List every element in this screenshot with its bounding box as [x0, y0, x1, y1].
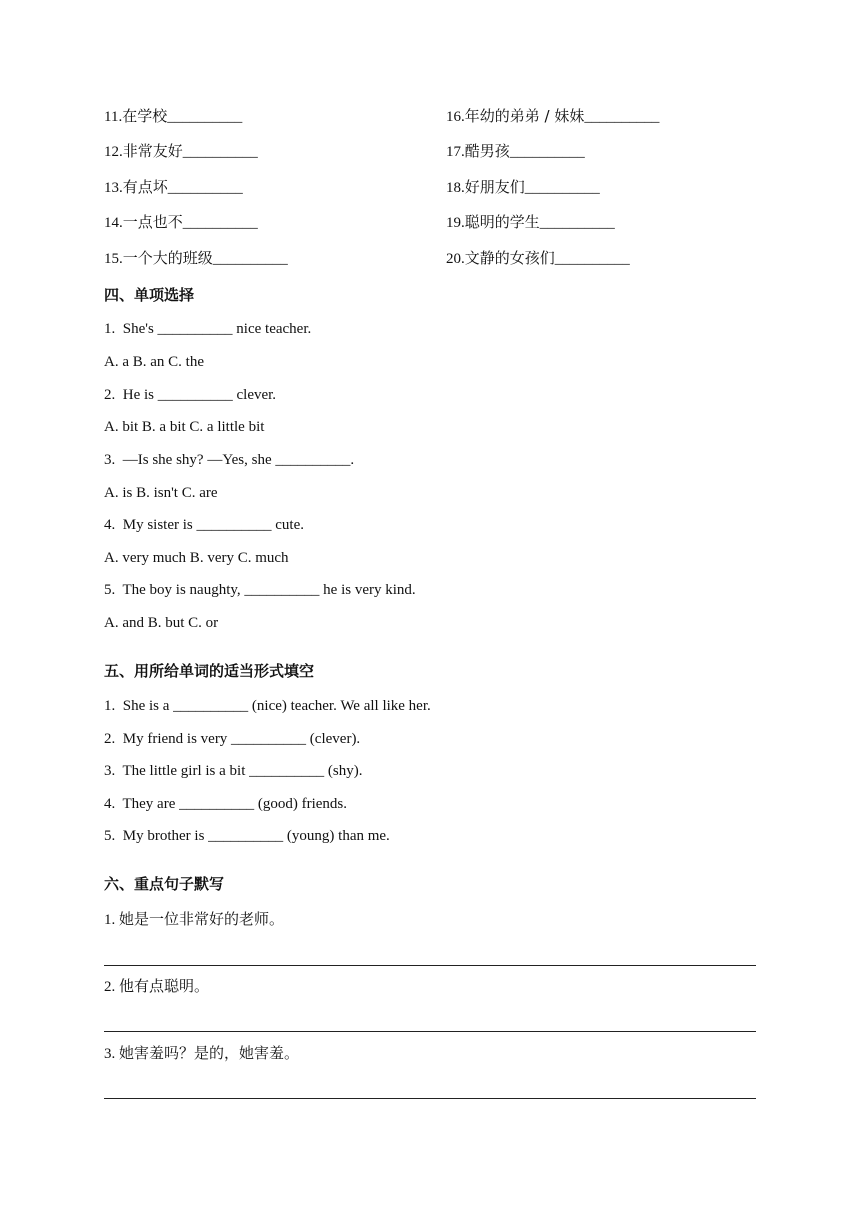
answer-line-3[interactable] [104, 1098, 756, 1099]
choice-options-5: A. and B. but C. or [104, 615, 219, 631]
phrase-item-15: 15.一个大的班级__________ [104, 249, 288, 267]
sentence-prompt-3: 3. 她害羞吗？是的，她害羞。 [104, 1044, 300, 1062]
choice-question-1: 1. She's __________ nice teacher. [104, 321, 312, 337]
choice-options-1: A. a B. an C. the [104, 354, 204, 370]
sentence-prompt-1: 1. 她是一位非常好的老师。 [104, 910, 285, 928]
phrase-item-16: 16.年幼的弟弟 / 妹妹__________ [446, 107, 660, 125]
phrase-item-17: 17.酷男孩__________ [446, 142, 585, 160]
phrase-item-12: 12.非常友好__________ [104, 142, 258, 160]
fill-blank-question-5: 5. My brother is __________ (young) than me. [104, 828, 390, 844]
choice-question-4: 4. My sister is __________ cute. [104, 517, 304, 533]
choice-question-5: 5. The boy is naughty, __________ he is very kind. [104, 582, 416, 598]
choice-options-4: A. very much B. very C. much [104, 550, 289, 566]
fill-blank-question-1: 1. She is a __________ (nice) teacher. We all like her. [104, 698, 431, 714]
phrase-item-19: 19.聪明的学生__________ [446, 213, 615, 231]
phrase-item-13: 13.有点坏__________ [104, 178, 243, 196]
phrase-item-20: 20.文静的女孩们__________ [446, 249, 630, 267]
phrase-item-18: 18.好朋友们__________ [446, 178, 600, 196]
choice-question-2: 2. He is __________ clever. [104, 387, 277, 403]
sentence-prompt-2: 2. 他有点聪明。 [104, 977, 210, 995]
phrase-item-14: 14.一点也不__________ [104, 213, 258, 231]
choice-options-2: A. bit B. a bit C. a little bit [104, 419, 265, 435]
section-5-title: 五、用所给单词的适当形式填空 [104, 662, 315, 680]
fill-blank-question-3: 3. The little girl is a bit __________ (shy). [104, 763, 363, 779]
phrase-item-11: 11.在学校__________ [104, 107, 243, 125]
fill-blank-question-4: 4. They are __________ (good) friends. [104, 796, 348, 812]
answer-line-1[interactable] [104, 965, 756, 966]
choice-options-3: A. is B. isn't C. are [104, 485, 218, 501]
section-6-title: 六、重点句子默写 [104, 875, 225, 893]
section-4-title: 四、单项选择 [104, 286, 195, 304]
answer-line-2[interactable] [104, 1031, 756, 1032]
choice-question-3: 3. —Is she shy? —Yes, she __________. [104, 452, 355, 468]
fill-blank-question-2: 2. My friend is very __________ (clever). [104, 731, 361, 747]
